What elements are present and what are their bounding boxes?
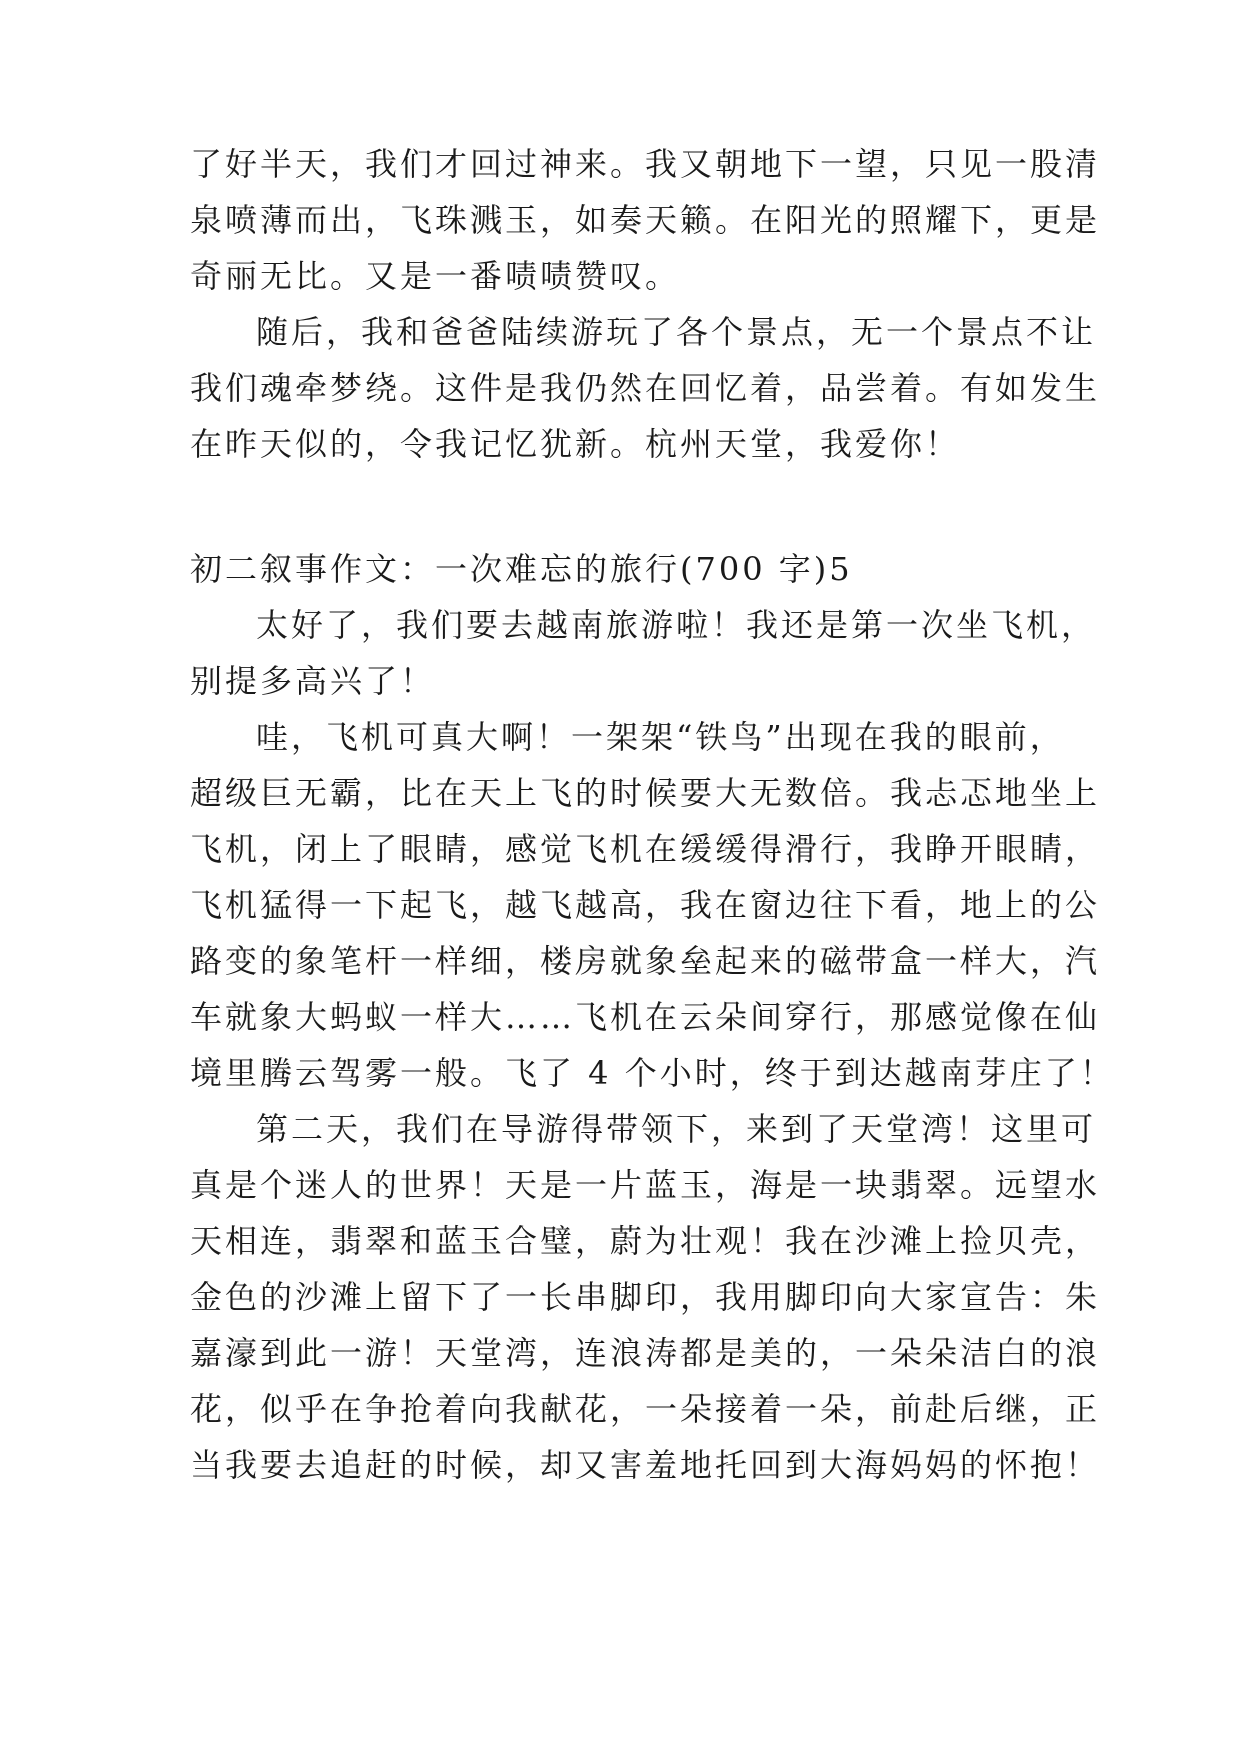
line-text: 在昨天似的，令我记忆犹新。杭州天堂，我爱你！	[190, 425, 961, 463]
line-text: 我们魂牵梦绕。这件是我仍然在回忆着，品尝着。有如发生	[190, 369, 1101, 407]
line-text: 第二天，我们在导游得带领下，来到了天堂湾！这里可	[256, 1110, 1097, 1148]
heading-text: 初二叙事作文：一次难忘的旅行(700 字)5	[190, 550, 853, 588]
line-text: 别提多高兴了！	[190, 662, 436, 700]
line-text: 境里腾云驾雾一般。飞了 4 个小时，终于到达越南芽庄了！	[190, 1054, 1115, 1092]
line-text: 花，似乎在争抢着向我献花，一朵接着一朵，前赴后继，正	[190, 1390, 1101, 1428]
line-text: 哇，飞机可真大啊！一架架“铁鸟”出现在我的眼前，	[256, 718, 1065, 756]
line-text: 车就象大蚂蚁一样大……飞机在云朵间穿行，那感觉像在仙	[190, 998, 1101, 1036]
line-text: 太好了，我们要去越南旅游啦！我还是第一次坐飞机，	[256, 606, 1097, 644]
line-text: 真是个迷人的世界！天是一片蓝玉，海是一块翡翠。远望水	[190, 1166, 1101, 1204]
line-text: 了好半天，我们才回过神来。我又朝地下一望，只见一股清	[190, 145, 1101, 183]
line-text: 天相连，翡翠和蓝玉合璧，蔚为壮观！我在沙滩上捡贝壳，	[190, 1222, 1101, 1260]
line-text: 金色的沙滩上留下了一长串脚印，我用脚印向大家宣告：朱	[190, 1278, 1101, 1316]
line-text: 随后，我和爸爸陆续游玩了各个景点，无一个景点不让	[256, 313, 1097, 351]
line-text: 超级巨无霸，比在天上飞的时候要大无数倍。我忐忑地坐上	[190, 774, 1101, 812]
line-text: 当我要去追赶的时候，却又害羞地托回到大海妈妈的怀抱！	[190, 1446, 1101, 1484]
line-text: 泉喷薄而出，飞珠溅玉，如奏天籁。在阳光的照耀下，更是	[190, 201, 1101, 239]
line-text: 飞机猛得一下起飞，越飞越高，我在窗边往下看，地上的公	[190, 886, 1101, 924]
line-text: 奇丽无比。又是一番啧啧赞叹。	[190, 257, 681, 295]
line-text: 路变的象笔杆一样细，楼房就象垒起来的磁带盒一样大，汽	[190, 942, 1101, 980]
line-text: 嘉濠到此一游！天堂湾，连浪涛都是美的，一朵朵洁白的浪	[190, 1334, 1101, 1372]
line-text: 飞机，闭上了眼睛，感觉飞机在缓缓得滑行，我睁开眼睛，	[190, 830, 1101, 868]
